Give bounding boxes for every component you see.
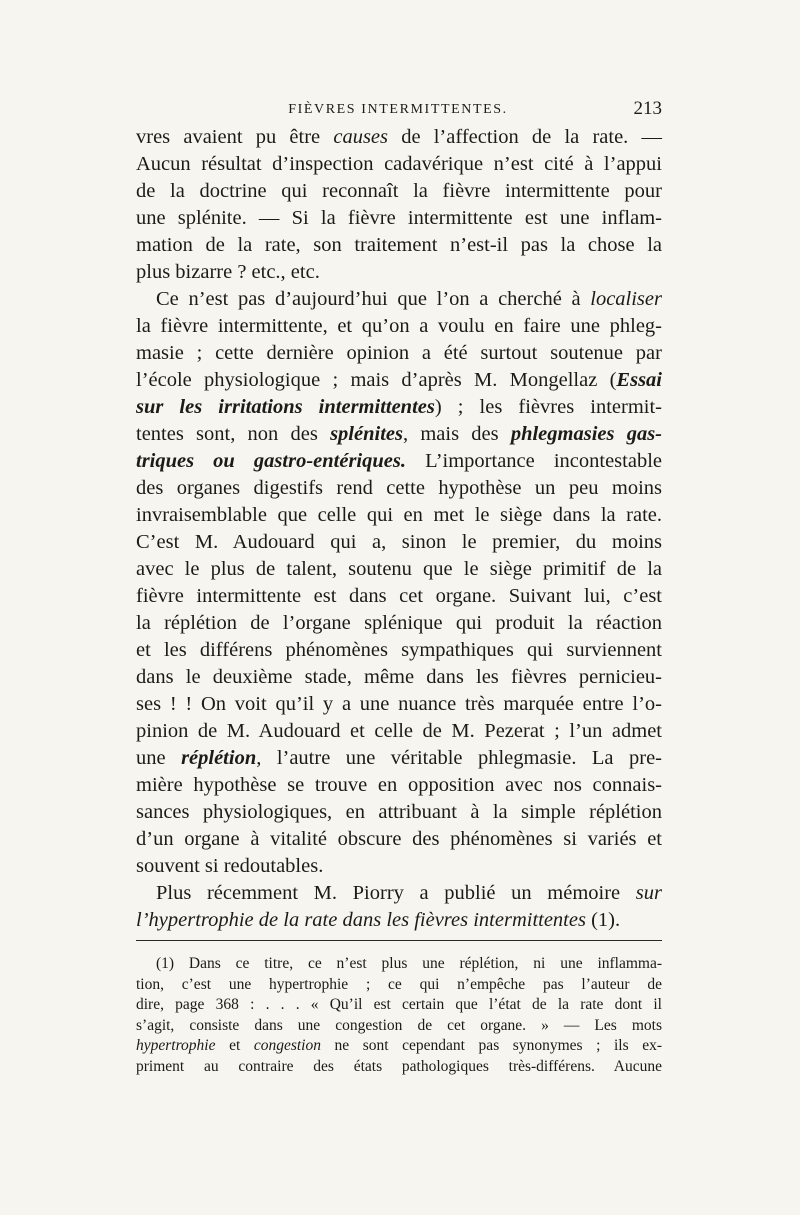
footnote-text-segment: priment au contraire des états pathologiques très-différens. Aucune [136, 1057, 662, 1075]
footnote-text-segment: hypertrophie [136, 1037, 216, 1054]
body-text-segment: causes [333, 126, 388, 148]
body-text-segment: , l’autre une véritable phlegmasie. La pre- [256, 747, 662, 769]
footnote-text-segment: (1) Dans ce titre, ce n’est plus une réplétion, ni une inflamma- [156, 955, 662, 972]
body-line [136, 664, 662, 691]
body-line [136, 880, 662, 907]
body-line [136, 178, 662, 205]
body-text-segment: vres avaient pu être [136, 126, 334, 148]
footnote-text-segment: et [215, 1037, 254, 1054]
body-text-segment: avec le plus de talent, soutenu que le siège primitif de la [136, 558, 662, 580]
footnote-separator [136, 940, 662, 941]
body-text-segment: et les différens phénomènes sympathiques qui surviennent [136, 639, 662, 661]
footnote-text-segment: congestion [253, 1037, 321, 1054]
running-title: FIÈVRES INTERMITTENTES. [288, 102, 508, 117]
main-text [136, 124, 662, 934]
body-line [136, 907, 662, 934]
body-line [136, 799, 662, 826]
body-text-segment: des organes digestifs rend cette hypothèse un peu moins [136, 477, 662, 499]
footnote-line [136, 975, 662, 996]
body-line [136, 286, 662, 313]
body-text-segment: fièvre intermittente est dans cet organe. Suivant lui, c’est [136, 585, 662, 607]
body-text-segment: souvent si redoutables. [136, 855, 324, 877]
body-line [136, 502, 662, 529]
footnote-line [136, 954, 662, 975]
body-text-segment: une [136, 747, 182, 769]
body-line [136, 205, 662, 232]
body-text-segment: mation de la rate, son traitement n’est-il pas la chose la [136, 234, 662, 256]
body-line [136, 124, 662, 151]
footnote-text-segment: tion, c’est une hypertrophie ; ce qui n’empêche pas l’auteur de [136, 975, 662, 993]
body-text-segment: sances physiologiques, en attribuant à la simple réplétion [136, 801, 662, 823]
body-text-segment: de la doctrine qui reconnaît la fièvre intermittente pour [136, 180, 662, 202]
footnote-text-segment: dire, page 368 : . . . « Qu’il est certain que l’état de la rate dont il [136, 996, 662, 1013]
body-text-segment: d’un organe à vitalité obscure des phénomènes si variés et [136, 828, 662, 850]
body-text-segment: plus bizarre ? etc., etc. [136, 261, 320, 283]
body-line [136, 421, 662, 448]
body-line [136, 529, 662, 556]
body-text-segment: Plus récemment M. Piorry a publié un mémoire [156, 882, 636, 904]
footnote [136, 954, 662, 1077]
body-text-segment: mière hypothèse se trouve en opposition avec nos connais- [136, 774, 662, 796]
body-text-segment: , mais des [402, 423, 511, 445]
body-text-segment: invraisemblable que celle qui en met le siège dans la rate. [136, 504, 662, 526]
body-line [136, 448, 662, 475]
page-header [134, 96, 662, 126]
footnote-line [136, 995, 662, 1016]
body-text-segment: tentes sont, non des [136, 423, 331, 445]
body-line [136, 475, 662, 502]
body-text-segment: l’école physiologique ; mais d’après M. Mongellaz ( [136, 369, 617, 391]
footnote-line [136, 1036, 662, 1057]
body-text-segment: la fièvre intermittente, et qu’on a voulu en faire une phleg- [136, 315, 662, 337]
body-line [136, 583, 662, 610]
body-text-segment: splénites [330, 423, 403, 445]
body-text-segment: pinion de M. Audouard et celle de M. Pezerat ; l’un admet [136, 720, 662, 742]
body-text-segment: la réplétion de l’organe splénique qui produit la réaction [136, 612, 662, 634]
body-line [136, 637, 662, 664]
footnote-line [136, 1016, 662, 1037]
body-text-segment: ) ; les fièvres intermit- [434, 396, 662, 418]
body-line [136, 394, 662, 421]
body-line [136, 772, 662, 799]
footnote-text-segment: ne sont cependant pas synonymes ; ils ex- [320, 1037, 662, 1054]
body-text-segment: localiser [590, 288, 662, 310]
page-number: 213 [633, 98, 662, 119]
body-line [136, 718, 662, 745]
body-text-segment: l’hypertrophie de la rate dans les fièvres intermittentes [136, 909, 586, 931]
body-text-segment: sur les irritations intermittentes [136, 396, 435, 418]
body-text-segment: phlegmasies gas- [510, 423, 662, 445]
body-text-segment: de l’affection de la rate. — [388, 126, 662, 148]
body-line [136, 556, 662, 583]
body-text-segment: Ce n’est pas d’aujourd’hui que l’on a cherché à [156, 288, 591, 310]
body-text-segment: réplétion [181, 747, 257, 769]
footnote-line [136, 1057, 662, 1078]
body-line [136, 313, 662, 340]
body-text-segment: Aucun résultat d’inspection cadavérique n’est cité à l’appui [136, 153, 662, 175]
body-text-segment: triques ou gastro-entériques. [136, 450, 406, 472]
body-line [136, 691, 662, 718]
body-text-segment: sur [635, 882, 662, 904]
body-line [136, 259, 662, 286]
body-text-segment: L’importance incontestable [405, 450, 662, 472]
body-text-segment: (1). [585, 909, 621, 931]
body-text-segment: Essai [616, 369, 662, 391]
body-text-segment: masie ; cette dernière opinion a été surtout soutenue par [136, 342, 662, 364]
body-line [136, 151, 662, 178]
body-line [136, 610, 662, 637]
body-line [136, 340, 662, 367]
body-line [136, 826, 662, 853]
footnote-text-segment: s’agit, consiste dans une congestion de cet organe. » — Les mots [136, 1016, 662, 1034]
body-text-segment: dans le deuxième stade, même dans les fièvres pernicieu- [136, 666, 662, 688]
body-line [136, 232, 662, 259]
body-text-segment: ses ! ! On voit qu’il y a une nuance très marquée entre l’o- [136, 693, 662, 715]
body-line [136, 853, 662, 880]
body-text-segment: une splénite. — Si la fièvre intermittente est une inflam- [136, 207, 662, 229]
body-text-segment: C’est M. Audouard qui a, sinon le premier, du moins [136, 531, 662, 553]
body-line [136, 745, 662, 772]
body-line [136, 367, 662, 394]
